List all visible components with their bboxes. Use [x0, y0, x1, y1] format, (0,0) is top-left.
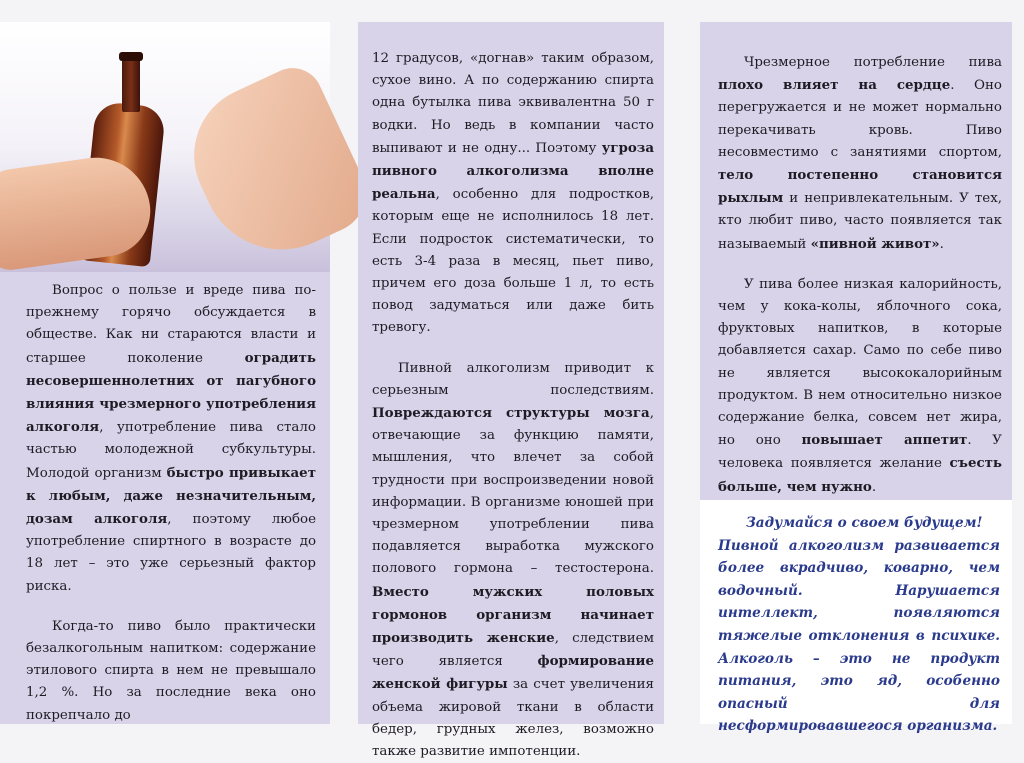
right-column — [700, 22, 1012, 500]
middle-column — [358, 22, 664, 760]
paragraph-heart: Чрезмерное потребление пива плохо влияет на сердце. Оно перегружается и не может нормально перекачивать кровь. Пиво несовместимо с занятиями спортом, тело постепенно становится рыхлым и непривлекательным. У тех, кто любит пиво, часто появляется так называемый «пивной живот». — [718, 55, 1002, 252]
paragraph-consequences: Пивной алкоголизм приводит к серьезным последствиям. Повреждаются структуры мозга, отвечающие за функцию памяти, мышления, что влечет за собой трудности при воспроизведении новой информации. В организме юношей при чрезмерном употреблении пива подавляется выработка мужского полового гормона – тестостерона. Вместо мужских половых гормонов организм начинает производить женские, следствием чего является формирование женской фигуры за счет увеличения объема жировой ткани в области бедер, грудных желез, возможно также развитие импотенции. — [372, 360, 655, 760]
right-column-text — [718, 52, 1002, 499]
paragraph-calories: У пива более низкая калорийность, чем у кока-колы, яблочного сока, фруктовых напитков, в которые добавляется сахар. Само по себе пиво не является высококалорийным продуктом. В нем относительно низкое содержание белка, совсем нет жира, но оно повышает аппетит. У человека появляется желание съесть больше, чем нужно. — [718, 276, 1002, 495]
callout-text — [718, 512, 1000, 738]
paragraph-intro: Вопрос о пользе и вреде пива по-прежнему горячо обсуждается в обществе. Как ни стараются власти и старшее поколение оградить несовершеннолетних от пагубного влияния чрезмерного употребления алкоголя, употребление пива стало частью молодежной субкультуры. Молодой организм быстро привыкает к любым, даже незначительным, дозам алкоголя, поэтому любое употребление спиртного в возрасте до 18 лет – это уже серьезный фактор риска. — [26, 283, 316, 594]
refusing-hand — [171, 58, 379, 275]
left-column — [0, 22, 330, 724]
bottle-cap — [119, 52, 143, 61]
callout-body: Пивной алкоголизм развивается более вкрадчиво, коварно, чем водочный. Нарушается интеллект, появляются тяжелые отклонения в психике. Алкоголь – это не продукт питания, это яд, особенно опасный для несформировавшегося организма. — [718, 537, 1000, 735]
paragraph-history: Когда-то пиво было практически безалкогольным напитком: содержание этилового спирта в нем не превышало 1,2 %. Но за последние века оно покрепчало до — [26, 618, 316, 723]
callout-box — [700, 500, 1012, 735]
left-column-text — [26, 280, 316, 727]
beer-refusal-photo — [0, 22, 330, 272]
middle-column-text — [372, 48, 654, 763]
bottle-neck — [122, 54, 140, 112]
paragraph-alcohol-content: 12 градусов, «догнав» таким образом, сухое вино. А по содержанию спирта одна бутылка пива эквивалентна 50 г водки. Но ведь в компании часто выпивают и не одну... Поэтому угроза пивного алкоголизма вполне реальна, особенно для подростков, которым еще не исполнилось 18 лет. Если подросток систематически, то есть 3-4 раза в месяц, пьет пиво, причем его доза больше 1 л, то есть повод задуматься или даже бить тревогу. — [372, 51, 654, 336]
callout-heading: Задумайся о своем будущем! — [746, 515, 983, 531]
